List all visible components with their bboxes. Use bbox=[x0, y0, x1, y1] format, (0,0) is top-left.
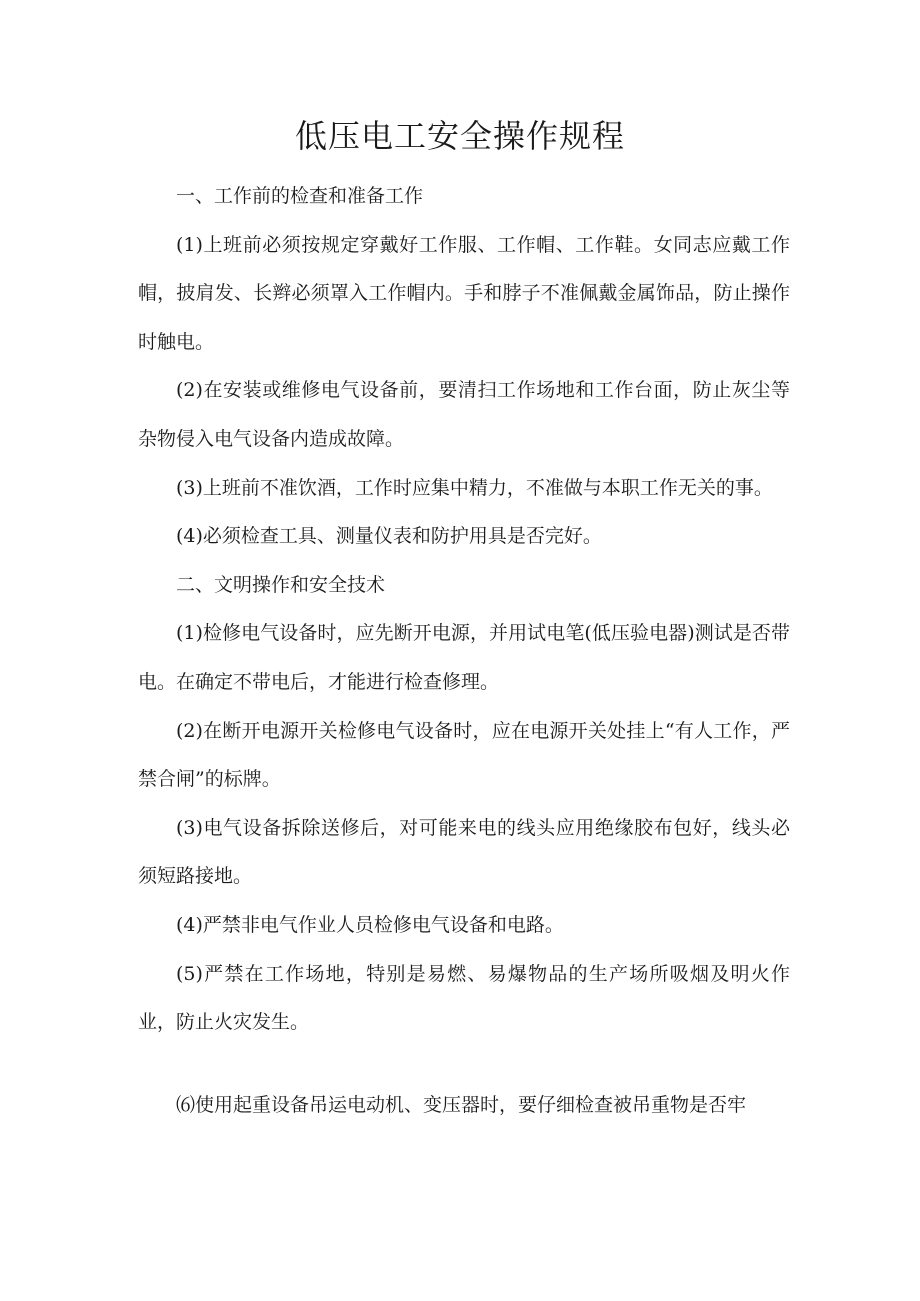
paragraph: (1)上班前必须按规定穿戴好工作服、工作帽、工作鞋。女同志应戴工作帽，披肩发、长辫必须罩入工作帽内。手和脖子不准佩戴金属饰品，防止操作时触电。 bbox=[138, 233, 790, 353]
paragraph: (2)在安装或维修电气设备前，要清扫工作场地和工作台面，防止灰尘等杂物侵入电气设备内造成故障。 bbox=[138, 379, 790, 450]
paragraph: (2)在断开电源开关检修电气设备时，应在电源开关处挂上“有人工作，严禁合闸”的标牌。 bbox=[138, 719, 790, 791]
paragraph: (4)严禁非电气作业人员检修电气设备和电路。 bbox=[176, 913, 564, 936]
paragraph: (3)电气设备拆除送修后，对可能来电的线头应用绝缘胶布包好，线头必须短路接地。 bbox=[138, 816, 790, 888]
section-heading: 一、工作前的检查和准备工作 bbox=[176, 185, 424, 207]
paragraph: (3)上班前不准饮酒，工作时应集中精力，不准做与本职工作无关的事。 bbox=[176, 476, 773, 499]
paragraph: ⑹使用起重设备吊运电动机、变压器时，要仔细检查被吊重物是否牢 bbox=[176, 1093, 747, 1116]
paragraph: (1)检修电气设备时，应先断开电源，并用试电笔(低压验电器)测试是否带电。在确定不带电后，才能进行检查修理。 bbox=[138, 622, 790, 693]
section-heading: 二、文明操作和安全技术 bbox=[176, 573, 386, 596]
document-body bbox=[138, 172, 790, 1129]
paragraph: (4)必须检查工具、测量仪表和防护用具是否完好。 bbox=[176, 525, 602, 548]
document-title: 低压电工安全操作规程 bbox=[294, 117, 625, 155]
paragraph: (5)严禁在工作场地，特别是易燃、易爆物品的生产场所吸烟及明火作业，防止火灾发生。 bbox=[138, 962, 790, 1034]
